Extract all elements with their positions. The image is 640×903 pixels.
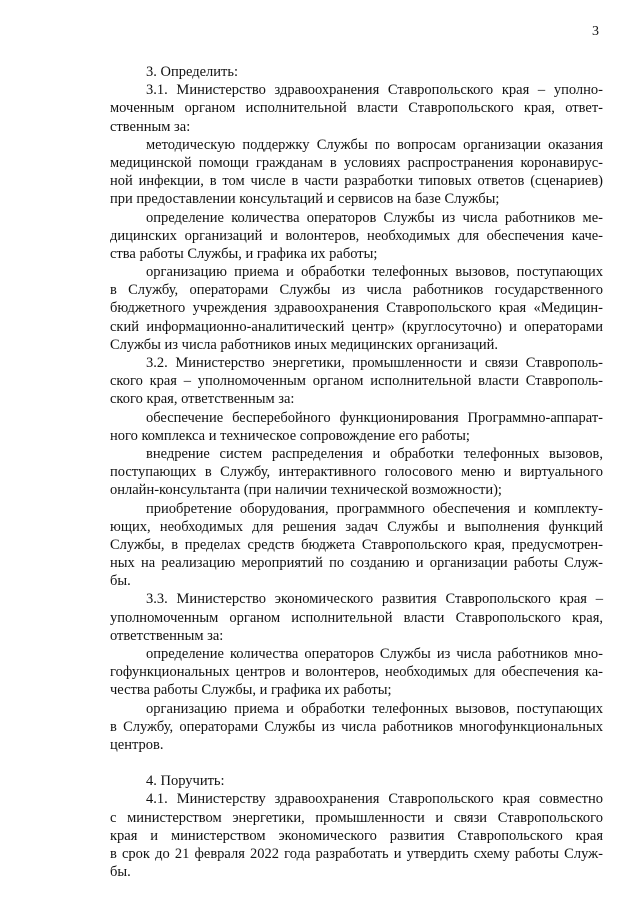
- page-number: 3: [592, 24, 599, 39]
- text-line: центров.: [110, 736, 164, 753]
- paragraph-3-3-item-1: [110, 645, 603, 700]
- text-line: бюджетного учреждения здравоохранения Ставропольского края «Медицин-: [110, 300, 603, 317]
- text-line: Службы, в пределах средств бюджета Ставропольского края, предусмотрен-: [110, 536, 603, 553]
- paragraph-3-2-item-3: [110, 500, 603, 591]
- text-line: бы.: [110, 864, 131, 881]
- paragraph-3-3: [110, 590, 603, 645]
- text-line: Службы из числа работников иных медицинских организаций.: [110, 336, 499, 353]
- text-line: 3.2. Министерство энергетики, промышленности и связи Ставрополь-: [146, 355, 603, 371]
- text-line: 4.1. Министерству здравоохранения Ставропольского края совместно: [146, 791, 603, 808]
- text-line: организацию приема и обработки телефонных вызовов, поступающих: [146, 700, 603, 717]
- text-line: бы.: [110, 573, 131, 590]
- text-line: гофункциональных центров и волонтеров, необходимых для обеспечения ка-: [110, 664, 603, 681]
- text-line: 3.1. Министерство здравоохранения Ставропольского края – уполно-: [146, 82, 603, 99]
- document-body: [110, 63, 603, 881]
- text-line: ский информационно-аналитический центр» (круглосуточно) и операторами: [110, 318, 603, 335]
- text-line: организацию приема и обработки телефонных вызовов, поступающих: [146, 264, 603, 281]
- paragraph-3-2: [110, 354, 603, 409]
- text-line: в Службу, операторами Службы из числа работников государственного: [110, 282, 603, 299]
- paragraph-4-1: [110, 790, 603, 881]
- text-line: обеспечение бесперебойного функционирования Программно-аппарат-: [146, 409, 603, 426]
- text-line: при предоставлении консультаций и сервисов на базе Службы;: [110, 191, 500, 208]
- section-spacer: [110, 754, 603, 772]
- text-line: ной инфекции, в том числе в части разработки типовых ответов (сценариев): [110, 173, 603, 190]
- text-line: с министерством энергетики, промышленности и связи Ставропольского: [110, 809, 603, 826]
- text-line: в Службу, операторами Службы из числа работников многофункциональных: [110, 718, 603, 735]
- paragraph-3-1: [110, 81, 603, 136]
- text-line: внедрение систем распределения и обработки телефонных вызовов,: [146, 445, 603, 462]
- text-line: уполномоченным органом исполнительной власти Ставропольского края,: [110, 609, 603, 626]
- text-line: моченным органом исполнительной власти Ставропольского края, ответ-: [110, 100, 603, 117]
- text-line: ственным за:: [110, 118, 191, 135]
- text-line: методическую поддержку Службы по вопросам организации оказания: [146, 136, 603, 153]
- paragraph-4-heading: [110, 772, 603, 790]
- paragraph-3-3-item-2: [110, 700, 603, 755]
- text-line: поступающих в Службу, интерактивного голосового меню и виртуального: [110, 464, 603, 481]
- paragraph-3-1-item-2: [110, 209, 603, 264]
- text-line: онлайн-консультанта (при наличии технической возможности);: [110, 482, 502, 499]
- text-line: края и министерством экономического развития Ставропольского края: [110, 827, 603, 844]
- text-line: медицинской помощи гражданам в условиях распространения коронавирус-: [110, 154, 603, 171]
- paragraph-3-1-item-3: [110, 263, 603, 354]
- paragraph-3-1-item-1: [110, 136, 603, 209]
- text-line: определение количества операторов Службы из числа работников мно-: [146, 646, 603, 662]
- paragraph-3-heading: [110, 63, 603, 81]
- text-line: ского края, ответственным за:: [110, 391, 295, 408]
- text-line: приобретение оборудования, программного обеспечения и комплекту-: [146, 500, 603, 517]
- text-line: 3. Определить:: [146, 64, 239, 80]
- text-line: ответственным за:: [110, 627, 224, 644]
- text-line: дицинских организаций и волонтеров, необходимых для обеспечения каче-: [110, 227, 603, 244]
- text-line: ных на реализацию мероприятий по созданию и организации работы Служ-: [110, 555, 603, 572]
- text-line: ского края – уполномоченным органом исполнительной власти Ставрополь-: [110, 373, 603, 390]
- paragraph-3-2-item-1: [110, 409, 603, 445]
- text-line: 3.3. Министерство экономического развития Ставропольского края –: [146, 591, 603, 608]
- text-line: определение количества операторов Службы из числа работников ме-: [146, 209, 603, 226]
- text-line: ства работы Службы, и графика их работы;: [110, 245, 378, 262]
- text-line: 4. Поручить:: [146, 773, 225, 790]
- text-line: ного комплекса и техническое сопровождение его работы;: [110, 427, 470, 444]
- text-line: в срок до 21 февраля 2022 года разработать и утвердить схему работы Служ-: [110, 845, 603, 862]
- text-line: ющих, необходимых для решения задач Службы и выполнения функций: [110, 518, 603, 535]
- text-line: чества работы Службы, и графика их работы;: [110, 682, 392, 699]
- paragraph-3-2-item-2: [110, 445, 603, 500]
